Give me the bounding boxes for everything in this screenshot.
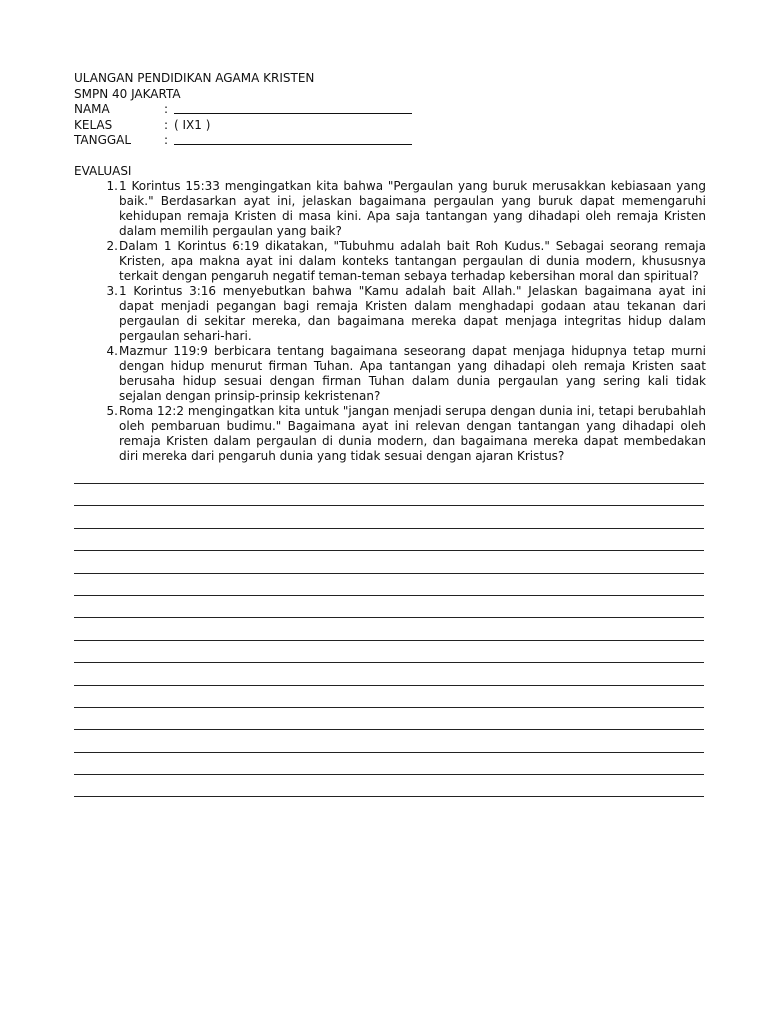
answer-line	[74, 596, 704, 618]
answer-line	[74, 686, 704, 708]
question-number: 5.	[106, 404, 118, 418]
class-label: KELAS	[74, 117, 113, 132]
question-number: 4.	[106, 344, 118, 358]
question-number: 3.	[106, 284, 118, 298]
answer-line	[74, 529, 704, 551]
section-title: EVALUASI	[74, 163, 132, 178]
exam-title: ULANGAN PENDIDIKAN AGAMA KRISTEN	[74, 71, 315, 85]
date-blank	[174, 133, 412, 145]
question-item	[74, 404, 706, 464]
question-item	[74, 344, 706, 404]
worksheet	[74, 71, 706, 464]
class-value: ( IX1 )	[174, 117, 211, 132]
question-text: Dalam 1 Korintus 6:19 dikatakan, "Tubuhmu adalah bait Roh Kudus." Sebagai seorang remaja Kristen, apa makna ayat ini dalam konteks tantangan pergaulan di dunia modern, khususnya terkait dengan pengaruh negatif teman-teman sebaya terhadap kebersihan moral dan spiritual?	[119, 239, 706, 283]
answer-area	[74, 483, 704, 797]
question-item	[74, 239, 706, 284]
answer-line	[74, 484, 704, 506]
answer-line	[74, 618, 704, 640]
answer-line	[74, 574, 704, 596]
question-text: Roma 12:2 mengingatkan kita untuk "jangan menjadi serupa dengan dunia ini, tetapi berubahlah oleh pembaruan budimu." Bagaimana ayat ini relevan dengan tantangan yang dihadapi oleh remaja Kristen dalam pergaulan di dunia modern, dan bagaimana mereka dapat membedakan diri mereka dari pengaruh dunia yang tidak sesuai dengan ajaran Kristus?	[119, 404, 706, 463]
question-text: 1 Korintus 15:33 mengingatkan kita bahwa "Pergaulan yang buruk merusakkan kebiasaan yang baik." Berdasarkan ayat ini, jelaskan bagaimana pergaulan yang buruk dapat memengaruhi kehidupan remaja Kristen di masa kini. Apa saja tantangan yang dihadapi oleh remaja Kristen dalam memilih pergaulan yang baik?	[119, 179, 706, 238]
answer-line	[74, 506, 704, 528]
class-separator: :	[164, 117, 169, 132]
answer-line	[74, 708, 704, 730]
question-list	[74, 179, 706, 464]
name-separator: :	[164, 102, 169, 116]
name-field	[74, 102, 706, 118]
question-number: 2.	[106, 239, 118, 253]
date-field	[74, 133, 706, 149]
date-separator: :	[164, 133, 169, 147]
date-label: TANGGAL	[74, 133, 132, 147]
answer-line	[74, 663, 704, 685]
answer-line	[74, 551, 704, 573]
question-text: Mazmur 119:9 berbicara tentang bagaimana seseorang dapat menjaga hidupnya tetap murni dengan hidup menurut firman Tuhan. Apa tantangan yang dihadapi oleh remaja Kristen saat berusaha hidup sesuai dengan firman Tuhan dalam dunia pergaulan yang sering kali tidak sejalan dengan prinsip-prinsip kekristenan?	[119, 344, 706, 403]
class-field	[74, 118, 706, 134]
answer-line	[74, 641, 704, 663]
school-name: SMPN 40 JAKARTA	[74, 86, 181, 101]
answer-line	[74, 775, 704, 797]
question-text: 1 Korintus 3:16 menyebutkan bahwa "Kamu adalah bait Allah." Jelaskan bagaimana ayat ini dapat menjadi pegangan bagi remaja Kristen dalam menghadapi godaan atau tekanan dari pergaulan di sekitar mereka, dan bagaimana mereka dapat menjaga integritas hidup dalam pergaulan sehari-hari.	[119, 284, 706, 343]
name-label: NAMA	[74, 102, 110, 116]
answer-line	[74, 730, 704, 752]
question-item	[74, 284, 706, 344]
answer-line	[74, 753, 704, 775]
question-number: 1.	[106, 179, 118, 193]
question-item	[74, 179, 706, 239]
name-blank	[174, 102, 412, 114]
